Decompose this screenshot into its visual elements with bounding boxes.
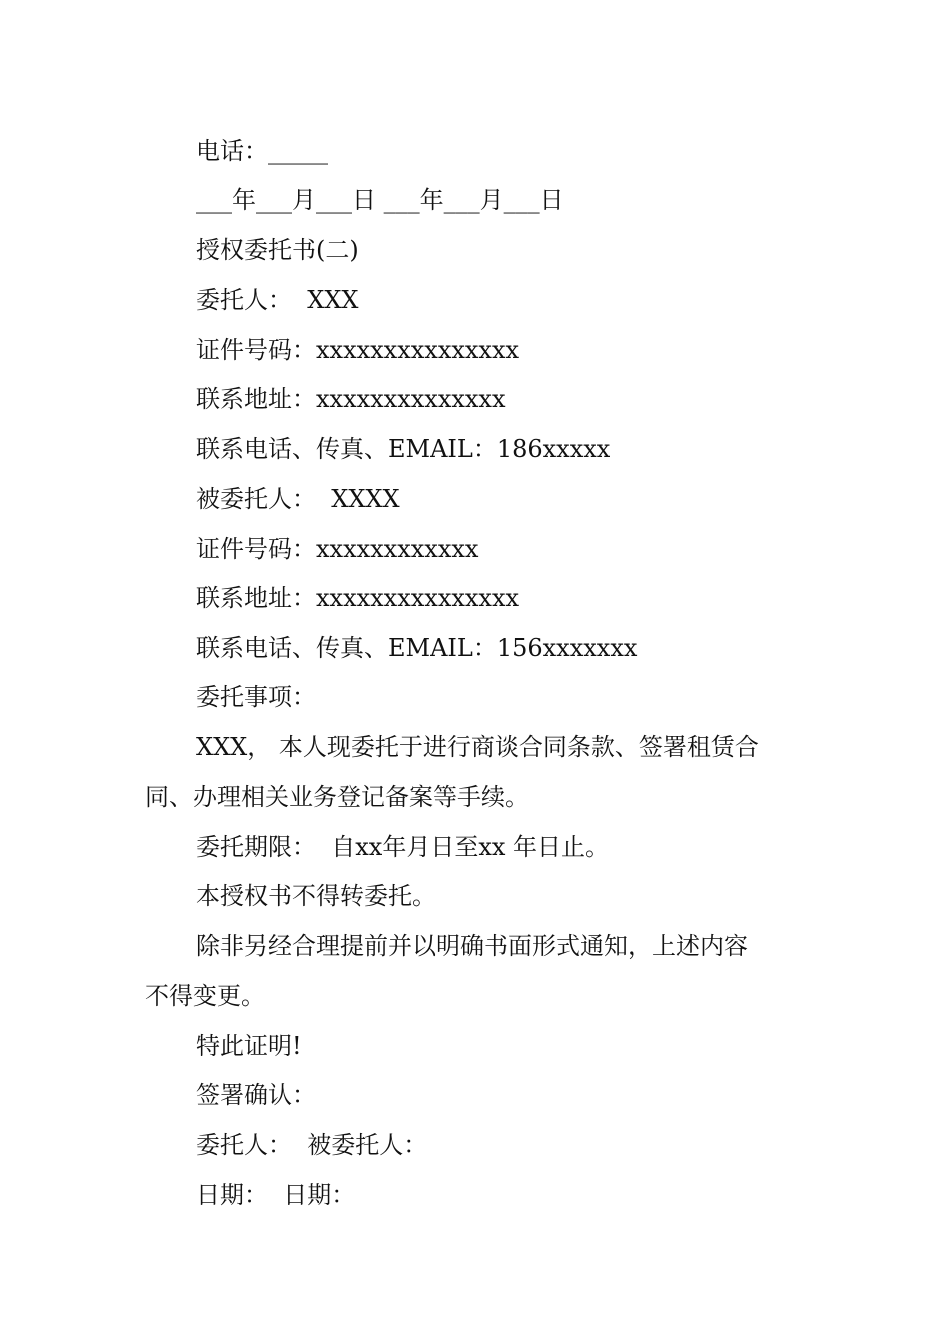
principal-contact-line: 联系电话、传真、EMAIL：186xxxxx xyxy=(196,435,611,463)
date-line: ___年___月___日 ___年___月___日 xyxy=(196,186,564,214)
signature-parties-line: 委托人： 被委托人： xyxy=(196,1131,428,1159)
signature-heading: 签署确认： xyxy=(196,1081,316,1109)
agent-id-line: 证件号码：xxxxxxxxxxxx xyxy=(196,535,479,563)
matters-paragraph-line-2: 同、办理相关业务登记备案等手续。 xyxy=(145,783,529,811)
change-paragraph-line-1: 除非另经合理提前并以明确书面形式通知，上述内容 xyxy=(196,932,748,960)
phone-line: 电话：_____ xyxy=(196,137,328,165)
matters-heading: 委托事项： xyxy=(196,683,316,711)
principal-id-line: 证件号码：xxxxxxxxxxxxxxx xyxy=(196,336,520,364)
signature-dates-line: 日期： 日期： xyxy=(196,1181,356,1209)
no-subdelegation-line: 本授权书不得转委托。 xyxy=(196,882,436,910)
agent-line: 被委托人： XXXX xyxy=(196,485,400,513)
principal-address-line: 联系地址：xxxxxxxxxxxxxx xyxy=(196,385,506,413)
matters-paragraph-line-1: XXX， 本人现委托于进行商谈合同条款、签署租赁合 xyxy=(196,733,759,761)
agent-address-line: 联系地址：xxxxxxxxxxxxxxx xyxy=(196,584,520,612)
change-paragraph-line-2: 不得变更。 xyxy=(145,982,265,1010)
document-title: 授权委托书(二) xyxy=(196,236,359,264)
certification-line: 特此证明! xyxy=(196,1032,302,1060)
term-line: 委托期限： 自xx年月日至xx 年日止。 xyxy=(196,833,610,861)
agent-contact-line: 联系电话、传真、EMAIL：156xxxxxxx xyxy=(196,634,638,662)
principal-line: 委托人： XXX xyxy=(196,286,359,314)
